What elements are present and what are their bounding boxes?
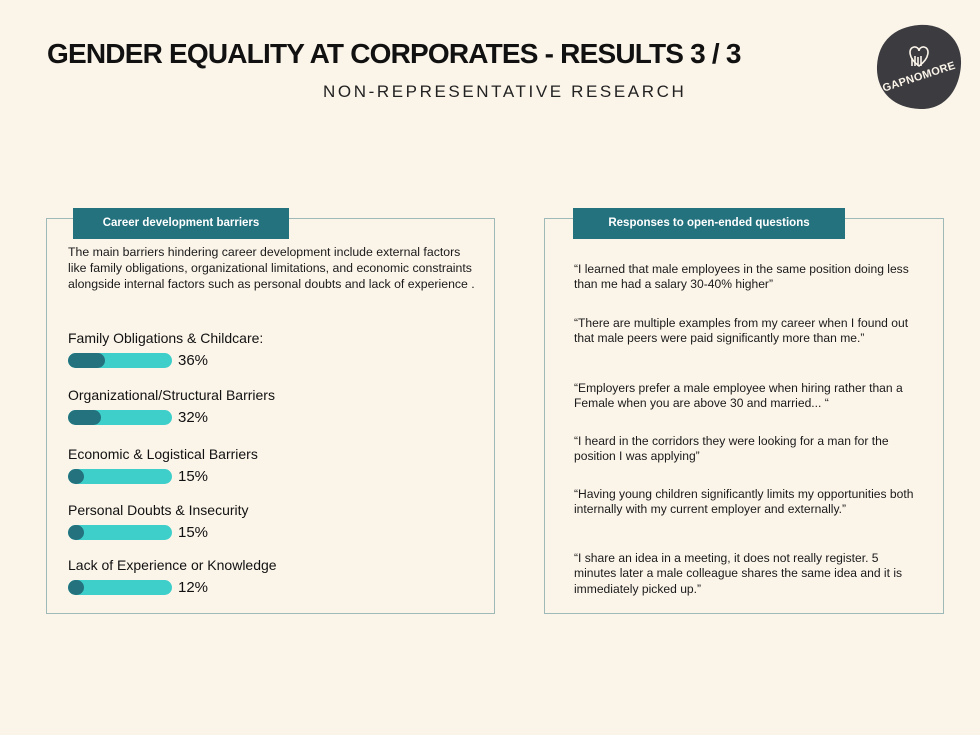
logo-text: GAPNOMORE (881, 59, 958, 95)
barrier-item (68, 330, 263, 369)
progress-fill (68, 580, 84, 595)
barrier-item (68, 557, 277, 596)
gapnomore-logo (874, 22, 964, 112)
response-quote: “Having young children significantly limits my opportunities both internally with my current employer and externally.” (574, 487, 914, 517)
progress-fill (68, 525, 84, 540)
barrier-label: Personal Doubts & Insecurity (68, 502, 249, 518)
progress-bar (68, 525, 172, 540)
barrier-label: Lack of Experience or Knowledge (68, 557, 277, 573)
progress-bar (68, 353, 172, 368)
response-quote: “There are multiple examples from my career when I found out that male peers were paid significantly more than me.” (574, 316, 909, 346)
career-barriers-panel (46, 218, 495, 614)
barriers-intro-text: The main barriers hindering career development include external factors like family obligations, organizational limitations, and economic constraints alongside internal factors such as personal doubts and lack of experience . (68, 245, 475, 292)
page-title: GENDER EQUALITY AT CORPORATES - RESULTS 3 / 3 (47, 38, 741, 69)
progress-fill (68, 410, 101, 425)
barrier-item (68, 446, 258, 485)
barrier-label: Organizational/Structural Barriers (68, 387, 275, 403)
response-quote: “I learned that male employees in the same position doing less than me had a salary 30-40% higher” (574, 262, 909, 292)
barrier-label: Family Obligations & Childcare: (68, 330, 264, 346)
response-quote: “Employers prefer a male employee when hiring rather than a Female when you are above 30 and married... “ (574, 381, 903, 411)
responses-tab: Responses to open-ended questions (573, 208, 845, 239)
progress-bar (68, 410, 172, 425)
career-barriers-tab: Career development barriers (73, 208, 289, 239)
progress-fill (68, 469, 84, 484)
page-subtitle: NON-REPRESENTATIVE RESEARCH (323, 82, 687, 101)
barrier-percent: 15% (178, 468, 209, 485)
barrier-percent: 36% (178, 352, 209, 369)
response-quote: “I share an idea in a meeting, it does not really register. 5 minutes later a male colleague shares the same idea and it is immediately picked up.” (574, 551, 903, 596)
barrier-percent: 15% (178, 524, 209, 541)
barrier-item (68, 387, 275, 426)
barrier-percent: 12% (178, 579, 209, 596)
progress-bar (68, 580, 172, 595)
barrier-item (68, 502, 249, 541)
progress-bar (68, 469, 172, 484)
barrier-percent: 32% (178, 409, 209, 426)
progress-fill (68, 353, 105, 368)
response-quote: “I heard in the corridors they were looking for a man for the position I was applying” (574, 434, 889, 464)
barrier-label: Economic & Logistical Barriers (68, 446, 258, 462)
open-ended-responses-panel (544, 218, 944, 614)
